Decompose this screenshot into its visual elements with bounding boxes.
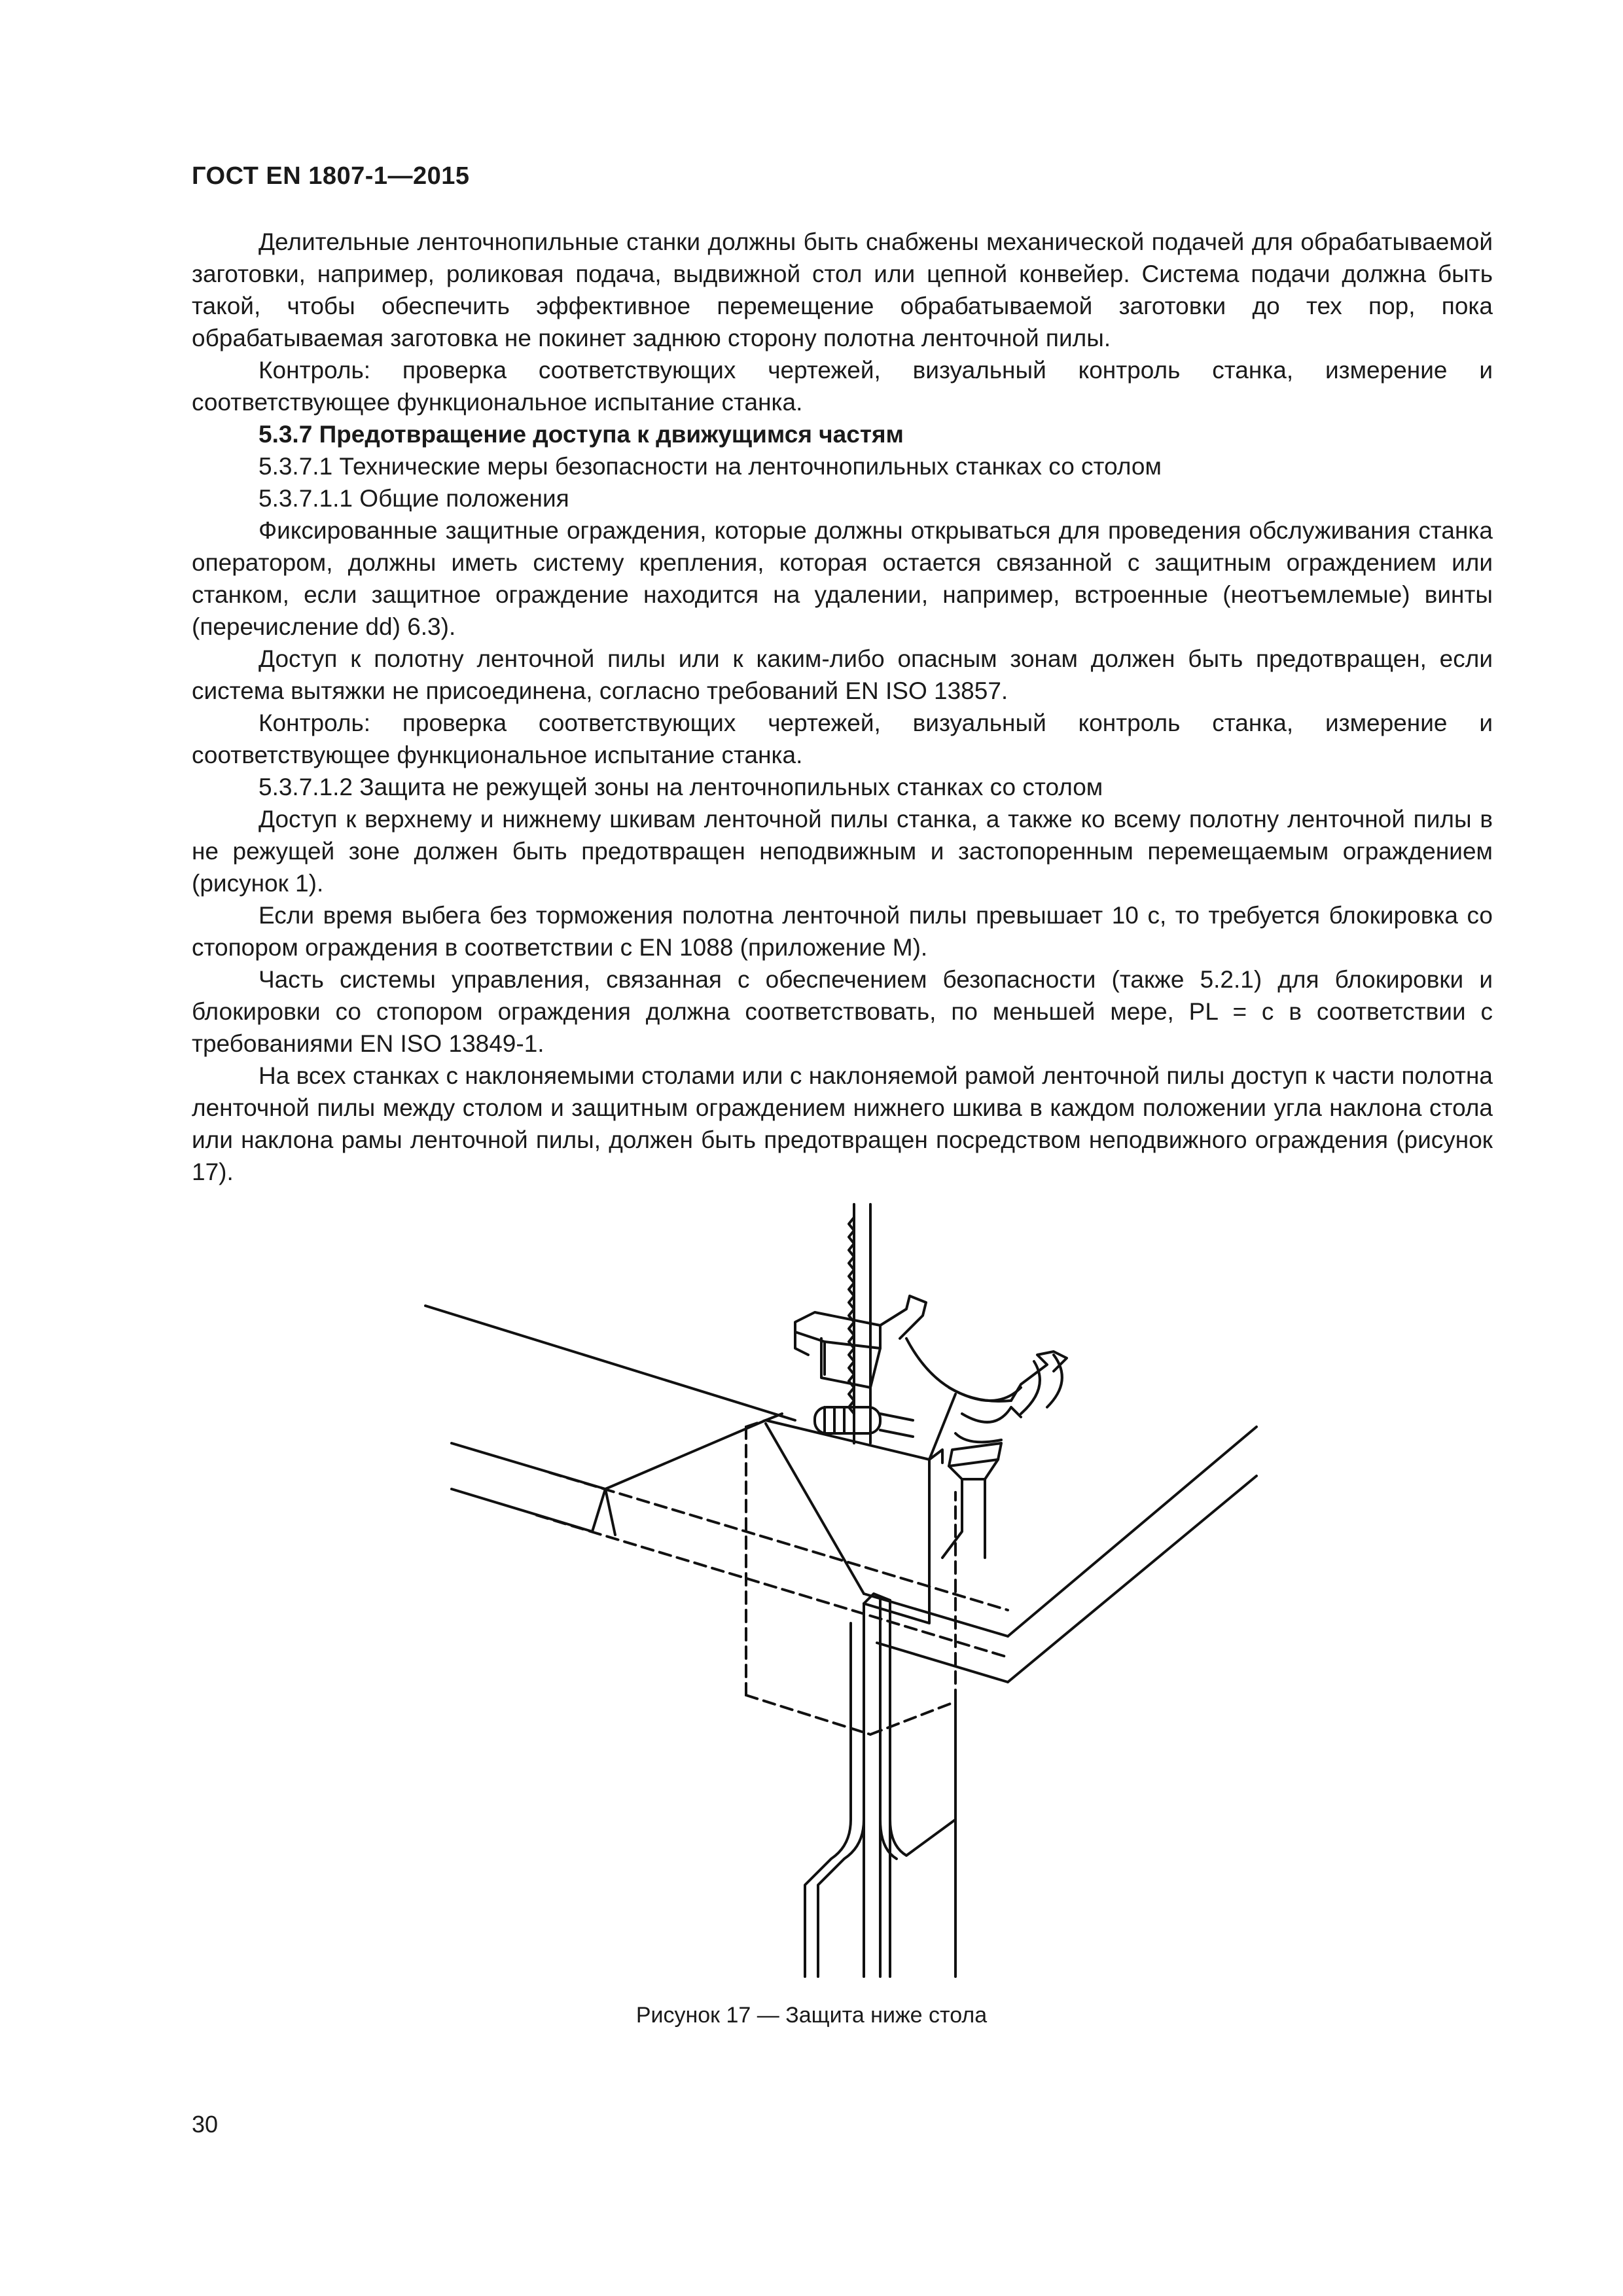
body-text [192, 226, 1493, 1188]
figure-caption: Рисунок 17 — Защита ниже стола [635, 2003, 988, 2028]
subsection-5-3-7-1-2: 5.3.7.1.2 Защита не режущей зоны на ленточнопильных станках со столом [259, 774, 1103, 800]
saw-blade-lower [864, 1594, 890, 1977]
subsection-5-3-7-1: 5.3.7.1 Технические меры безопасности на ленточнопильных станках со столом [259, 453, 1162, 480]
paragraph-feed: Делительные ленточнопильные станки должны быть снабжены механической подачей для обрабатываемой заготовки, например, роликовая подача, выдвижной стол или цепной конвейер. Система подачи должна быть такой, чтобы обеспечить эффективное перемещение обрабатываемой заготовки до тех пор, пока обрабатываемая заготовка не покинет заднюю сторону полотна ленточной пилы. [192, 228, 1493, 351]
figure-17-drawing [0, 1191, 1623, 1996]
subsection-5-3-7-1-1: 5.3.7.1.1 Общие положения [259, 485, 569, 512]
paragraph-access-blade: Доступ к полотну ленточной пилы или к каким-либо опасным зонам должен быть предотвращен, если система вытяжки не присоединена, согласно требований EN ISO 13857. [192, 645, 1493, 704]
table-back-edge [425, 1306, 795, 1420]
paragraph-tilting-tables: На всех станках с наклоняемыми столами или с наклоняемой рамой ленточной пилы доступ к части полотна ленточной пилы между столом и защитным ограждением нижнего шкива в каждом положении угла наклона стола или наклона рамы ленточной пилы, должен быть предотвращен посредством неподвижного ограждения (рисунок 17). [192, 1062, 1493, 1185]
document-header: ГОСТ EN 1807-1—2015 [192, 162, 470, 190]
table-top [452, 1420, 1257, 1682]
paragraph-control-system: Часть системы управления, связанная с обеспечением безопасности (также 5.2.1) для блокировки и блокировки со стопором ограждения должна соответствовать, по меньшей мере, PL = c в соответствии с требованиями EN ISO 13849-1. [192, 966, 1493, 1057]
paragraph-pulleys: Доступ к верхнему и нижнему шкивам ленточной пилы станка, а также ко всему полотну ленточной пилы в не режущей зоне должен быть предотвращен неподвижным и застопоренным перемещаемым ограждением (рисунок 1). [192, 806, 1493, 897]
paragraph-rundown-time: Если время выбега без торможения полотна ленточной пилы превышает 10 с, то требуется блокировка со стопором ограждения в соответствии с EN 1088 (приложение М). [192, 902, 1493, 961]
guard-box [766, 1394, 955, 1623]
blade-guide-blocks [795, 1296, 926, 1437]
page-number: 30 [192, 2111, 219, 2138]
paragraph-fixed-guards: Фиксированные защитные ограждения, которые должны открываться для проведения обслуживания станка оператором, должны иметь систему крепления, которая остается связанной с защитным ограждением или станком, если защитное ограждение находится на удалении, например, встроенные (неотъемлемые) винты (перечисление dd) 6.3). [192, 517, 1493, 640]
paragraph-control-2: Контроль: проверка соответствующих чертежей, визуальный контроль станка, измерение и соответствующее функциональное испытание станка. [192, 709, 1493, 768]
section-heading-5-3-7: 5.3.7 Предотвращение доступа к движущимся частям [259, 421, 904, 448]
paragraph-control-1: Контроль: проверка соответствующих чертежей, визуальный контроль станка, измерение и соответствующее функциональное испытание станка. [192, 357, 1493, 416]
